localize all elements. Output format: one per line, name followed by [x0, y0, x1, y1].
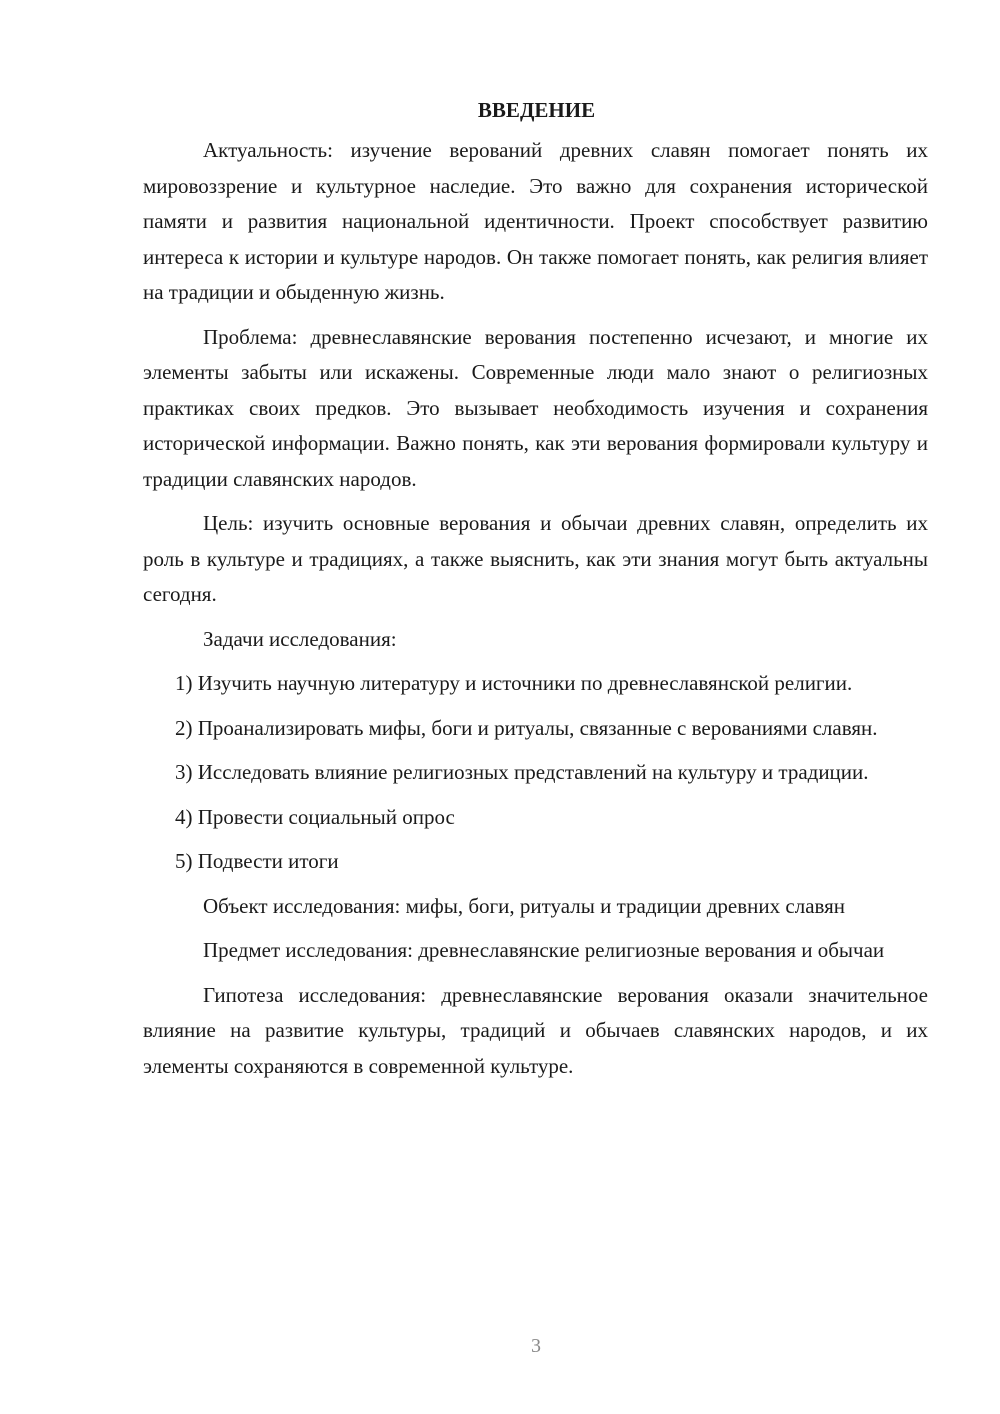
- list-item: 1) Изучить научную литературу и источники по древнеславянской религии.: [175, 671, 853, 695]
- page-number: 3: [531, 1335, 541, 1357]
- tasks-list: [143, 666, 928, 880]
- object-paragraph: Объект исследования: мифы, боги, ритуалы и традиции древних славян: [203, 893, 846, 918]
- problem-paragraph: Проблема: древнеславянские верования постепенно исчезают, и многие их элементы забыты или искажены. Современные люди мало знают о религиозных практиках своих предков. Это вызывает необходимость изучения и сохранения исторической информации. Важно понять, как эти верования формировали культуру и традиции славянских народов.: [143, 324, 928, 491]
- section-heading: ВВЕДЕНИЕ: [477, 98, 596, 122]
- page-body: [143, 96, 928, 1093]
- subject-paragraph: Предмет исследования: древнеславянские религиозные верования и обычаи: [203, 938, 885, 962]
- goal-paragraph: Цель: изучить основные верования и обычаи древних славян, определить их роль в культуре и традициях, а также выяснить, как эти знания могут быть актуальны сегодня.: [143, 511, 928, 606]
- list-item: 5) Подвести итоги: [175, 849, 339, 873]
- list-item: 4) Провести социальный опрос: [175, 804, 455, 829]
- tasks-heading: Задачи исследования:: [203, 626, 397, 651]
- list-item: 3) Исследовать влияние религиозных представлений на культуру и традиции.: [175, 760, 869, 784]
- hypothesis-paragraph: Гипотеза исследования: древнеславянские верования оказали значительное влияние на развитие культуры, традиций и обычаев славянских народов, и их элементы сохраняются в современной культуре.: [143, 982, 928, 1078]
- list-item: 2) Проанализировать мифы, боги и ритуалы, связанные с верованиями славян.: [175, 715, 878, 740]
- relevance-paragraph: Актуальность: изучение верований древних славян помогает понять их мировоззрение и культурное наследие. Это важно для сохранения исторической памяти и развития национальной идентичности. Проект способствует развитию интереса к истории и культуре народов. Он также помогает понять, как религия влияет на традиции и обыденную жизнь.: [143, 138, 928, 304]
